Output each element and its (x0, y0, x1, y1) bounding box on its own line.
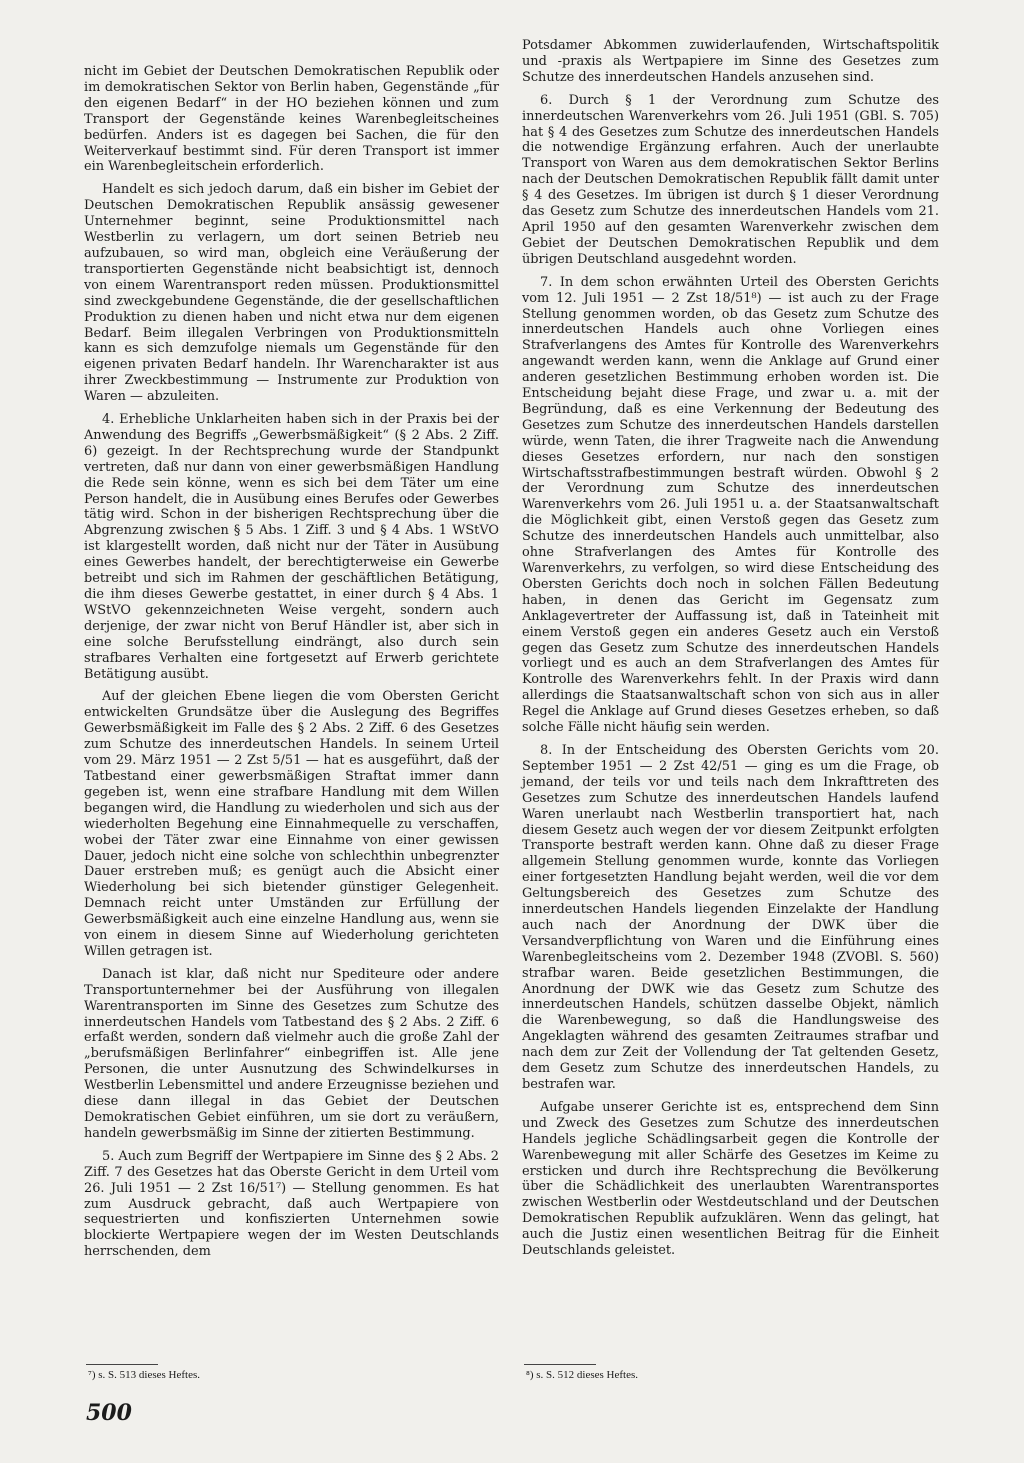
paragraph: 7. In dem schon erwähnten Urteil des Obersten Gerichts vom 12. Juli 1951 — 2 Zst 18/51⁸) — ist auch zu der Frage Stellung genommen worden, ob das Gesetz zum Schutze des innerdeutschen Handels auch ohne Vorliegen eines Strafverlangens des Amtes für Kontrolle des Warenverkehrs angewandt werden kann, wenn die Anklage auf Grund einer anderen gesetzlichen Bestimmung erhoben worden ist. Die Entscheidung bejaht diese Frage, und zwar u. a. mit der Begründung, daß es eine Verkennung der Bedeutung des Gesetzes zum Schutze des innerdeutschen Handels darstellen würde, wenn Taten, die ihrer Tragweite nach die Anwendung dieses Gesetzes erfordern, nur nach den sonstigen Wirtschaftsstrafbestimmungen bestraft würden. Obwohl § 2 der Verordnung zum Schutze des innerdeutschen Warenverkehrs vom 26. Juli 1951 u. a. der Staatsanwaltschaft die Möglichkeit gibt, einen Verstoß gegen das Gesetz zum Schutze des innerdeutschen Handels auch unmittelbar, also ohne Strafverlangen des Amtes für Kontrolle des Warenverkehrs, zu verfolgen, so wird diese Entscheidung des Obersten Gerichts doch noch in solchen Fällen Bedeutung haben, in denen das Gericht im Gegensatz zum Anklagevertreter der Auffassung ist, daß in Tateinheit mit einem Verstoß gegen ein anderes Gesetz auch ein Verstoß gegen das Gesetz zum Schutze des innerdeutschen Handels vorliegt und es auch an dem Strafverlangen des Amtes für Kontrolle des Warenverkehrs fehlt. In der Praxis wird dann allerdings die Staatsanwaltschaft schon von sich aus in aller Regel die Anklage auf Grund dieses Gesetzes erheben, so daß solche Fälle nicht häufig sein werden. (522, 274, 939, 736)
paragraph: 4. Erhebliche Unklarheiten haben sich in der Praxis bei der Anwendung des Begriffs „Gewerbsmäßigkeit“ (§ 2 Abs. 2 Ziff. 6) gezeigt. In der Rechtsprechung wurde der Standpunkt vertreten, daß nur dann von einer gewerbsmäßigen Handlung die Rede sein könne, wenn es sich bei dem Täter um eine Person handelt, die in Ausübung eines Berufes oder Gewerbes tätig wird. Schon in der bisherigen Rechtsprechung über die Abgrenzung zwischen § 5 Abs. 1 Ziff. 3 und § 4 Abs. 1 WStVO ist klargestellt worden, daß nicht nur der Täter in Ausübung eines Gewerbes handelt, der berechtigterweise ein Gewerbe betreibt und sich im Rahmen der geschäftlichen Betätigung, die ihm dieses Gewerbe gestattet, in einer durch § 4 Abs. 1 WStVO gekennzeichneten Weise vergeht, sondern auch derjenige, der zwar nicht von Beruf Händler ist, aber sich in eine solche Berufsstellung eindrängt, also durch sein strafbares Verhalten eine fortgesetzt auf Erwerb gerichtete Betätigung ausübt. (84, 412, 499, 682)
paragraph: Potsdamer Abkommen zuwiderlaufenden, Wirtschaftspolitik und -praxis als Wertpapiere im Sinne des Gesetzes zum Schutze des innerdeutschen Handels anzusehen sind. (522, 38, 939, 85)
page-number: 500 (86, 1400, 132, 1426)
paragraph: 5. Auch zum Begriff der Wertpapiere im Sinne des § 2 Abs. 2 Ziff. 7 des Gesetzes hat das Oberste Gericht in dem Urteil vom 26. Juli 1951 — 2 Zst 16/51⁷) — Stellung genommen. Es hat zum Ausdruck gebracht, daß auch Wertpapiere von sequestrierten und konfiszierten Unternehmen sowie blockierte Wertpapiere wegen der im Westen Deutschlands herrschenden, dem (84, 1148, 499, 1260)
paragraph: Handelt es sich jedoch darum, daß ein bisher im Gebiet der Deutschen Demokratischen Republik ansässig gewesener Unternehmer beginnt, seine Produktionsmittel nach Westberlin zu verlagern, um dort seinen Betrieb neu aufzubauen, so wird man, obgleich eine Veräußerung der transportierten Gegenstände nicht beabsichtigt ist, dennoch von einem Warentransport reden müssen. Produktionsmittel sind zweckgebundene Gegenstände, die der gesellschaftlichen Produktion zu dienen haben und nicht etwa nur dem eigenen Bedarf. Beim illegalen Verbringen von Produktionsmitteln kann es sich demzufolge niemals um Gegenstände für den eigenen privaten Bedarf handeln. Ihr Warencharakter ist aus ihrer Zweckbestimmung — Instrumente zur Produktion von Waren — abzuleiten. (84, 182, 499, 405)
footnote-rule-right (524, 1364, 596, 1365)
paragraph: 8. In der Entscheidung des Obersten Gerichts vom 20. September 1951 — 2 Zst 42/51 — ging es um die Frage, ob jemand, der teils vor und teils nach dem Inkrafttreten des Gesetzes zum Schutze des innerdeutschen Handels laufend Waren unerlaubt nach Westberlin transportiert hat, nach diesem Gesetz auch wegen der vor diesem Zeitpunkt erfolgten Transporte bestraft werden kann. Ohne daß zu dieser Frage allgemein Stellung genommen wurde, konnte das Vorliegen einer fortgesetzten Handlung bejaht werden, weil die vor dem Geltungsbereich des Gesetzes zum Schutze des innerdeutschen Handels liegenden Einzelakte der Handlung auch nach der Anordnung der DWK über die Versandverpflichtung von Waren und die Einführung eines Warenbegleitscheins vom 2. Dezember 1948 (ZVOBl. S. 560) strafbar waren. Beide gesetzlichen Bestimmungen, die Anordnung der DWK wie das Gesetz zum Schutze des innerdeutschen Handels, schützen dasselbe Objekt, nämlich die Warenbewegung, so daß die Handlungsweise des Angeklagten während des gesamten Zeitraumes strafbar und nach dem zur Zeit der Vollendung der Tat geltenden Gesetz, dem Gesetz zum Schutze des innerdeutschen Handels, zu bestrafen war. (522, 742, 939, 1092)
paragraph: 6. Durch § 1 der Verordnung zum Schutze des innerdeutschen Warenverkehrs vom 26. Juli 1951 (GBl. S. 705) hat § 4 des Gesetzes zum Schutze des innerdeutschen Handels die notwendige Ergänzung erfahren. Auch der unerlaubte Transport von Waren aus dem demokratischen Sektor Berlins nach der Deutschen Demokratischen Republik fällt damit unter § 4 des Gesetzes. Im übrigen ist durch § 1 dieser Verordnung das Gesetz zum Schutze des innerdeutschen Handels vom 21. April 1950 auf den gesamten Warenverkehr zwischen dem Gebiet der Deutschen Demokratischen Republik und dem übrigen Deutschland ausgedehnt worden. (522, 92, 939, 267)
paragraph: Aufgabe unserer Gerichte ist es, entsprechend dem Sinn und Zweck des Gesetzes zum Schutze des innerdeutschen Handels jegliche Schädlingsarbeit gegen die Kontrolle der Warenbewegung mit aller Schärfe des Gesetzes im Keime zu ersticken und durch ihre Rechtsprechung die Bevölkerung über die Schädlichkeit des unerlaubten Warentransportes zwischen Westberlin oder Westdeutschland und der Deutschen Demokratischen Republik aufzuklären. Wenn das gelingt, hat auch die Justiz einen wesentlichen Beitrag für die Einheit Deutschlands geleistet. (522, 1099, 939, 1259)
paragraph: nicht im Gebiet der Deutschen Demokratischen Republik oder im demokratischen Sektor von Berlin haben, Gegenstände „für den eigenen Bedarf“ in der HO beziehen können und zum Transport der Gegenstände keines Warenbegleitscheines bedürfen. Anders ist es dagegen bei Sachen, die für den Weiterverkauf bestimmt sind. Für deren Transport ist immer ein Warenbegleitschein erforderlich. (84, 64, 499, 175)
paragraph: Danach ist klar, daß nicht nur Spediteure oder andere Transportunternehmer bei der Ausführung von illegalen Warentransporten im Sinne des Gesetzes zum Schutze des innerdeutschen Handels vom Tatbestand des § 2 Abs. 2 Ziff. 6 erfaßt werden, sondern daß vielmehr auch die große Zahl der „berufsmäßigen Berlinfahrer“ einbegriffen ist. Alle jene Personen, die unter Ausnutzung des Schwindelkurses in Westberlin Lebensmittel und andere Erzeugnisse beziehen und diese dann illegal in das Gebiet der Deutschen Demokratischen Gebiet einführen, um sie dort zu veräußern, handeln gewerbsmäßig im Sinne der zitierten Bestimmung. (84, 966, 499, 1141)
footnote-left: ⁷) s. S. 513 dieses Heftes. (88, 1369, 200, 1381)
right-column (522, 38, 939, 1266)
left-column (84, 64, 499, 1267)
footnote-right: ⁸) s. S. 512 dieses Heftes. (526, 1369, 638, 1381)
footnote-rule-left (86, 1364, 158, 1365)
paragraph: Auf der gleichen Ebene liegen die vom Obersten Gericht entwickelten Grundsätze über die Auslegung des Begriffes Gewerbsmäßigkeit im Falle des § 2 Abs. 2 Ziff. 6 des Gesetzes zum Schutze des innerdeutschen Handels. In seinem Urteil vom 29. März 1951 — 2 Zst 5/51 — hat es ausgeführt, daß der Tatbestand einer gewerbsmäßigen Straftat immer dann gegeben ist, wenn eine strafbare Handlung mit dem Willen begangen wird, die Handlung zu wiederholen und sich aus der wiederholten Begehung eine Einnahmequelle zu verschaffen, wobei der Täter zwar eine Einnahme von einer gewissen Dauer, jedoch nicht eine solche von schlechthin unbegrenzter Dauer erstreben muß; es genügt auch die Absicht einer Wiederholung bei sich bietender günstiger Gelegenheit. Demnach reicht unter Umständen zur Erfüllung der Gewerbsmäßigkeit auch eine einzelne Handlung aus, wenn sie von einem in diesem Sinne auf Wiederholung gerichteten Willen getragen ist. (84, 689, 499, 959)
